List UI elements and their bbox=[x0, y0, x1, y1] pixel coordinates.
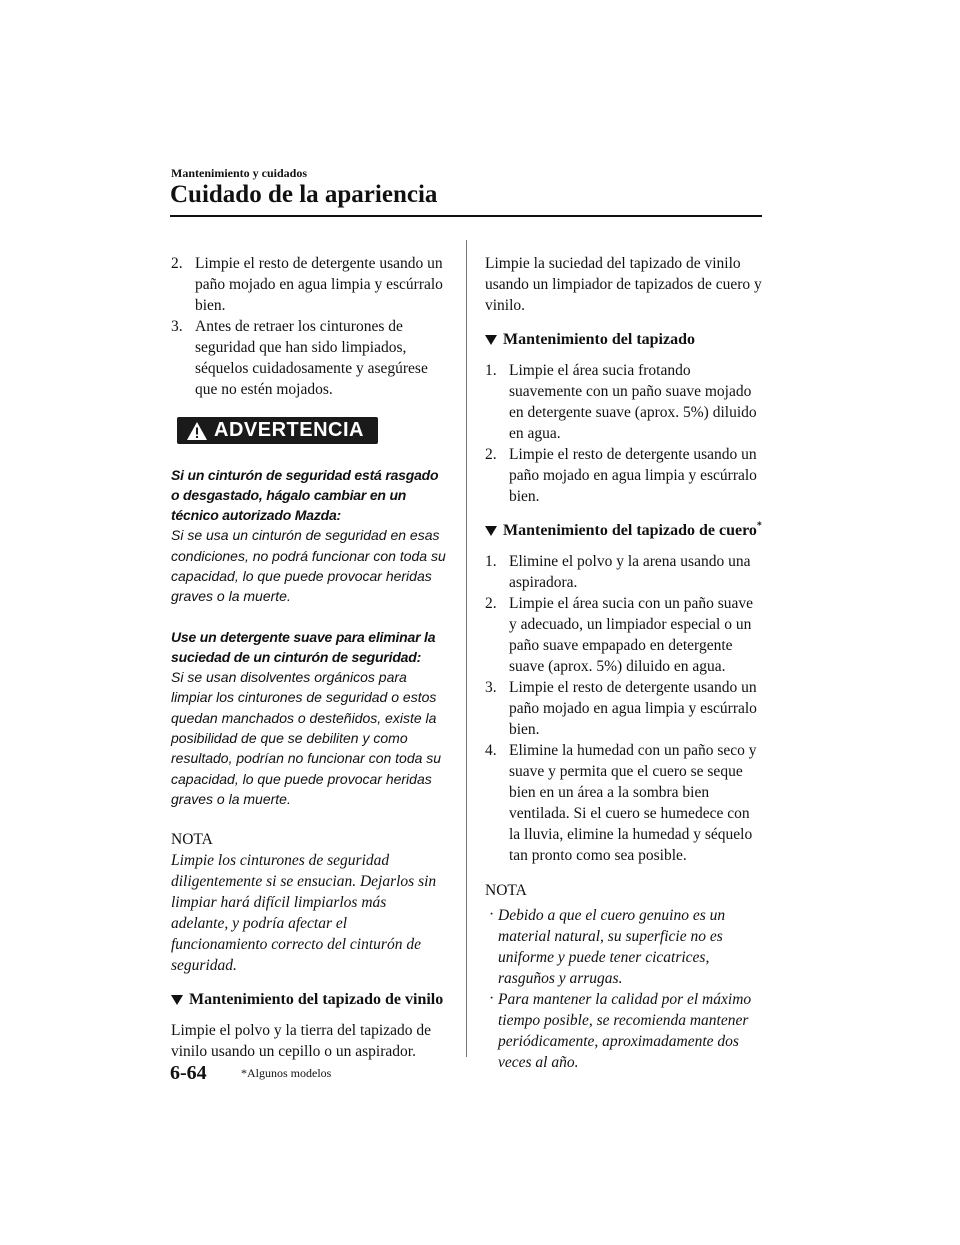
warning-heading: Use un detergente suave para eliminar la suciedad de un cinturón de seguridad: bbox=[171, 628, 436, 665]
step-number: 2. bbox=[485, 446, 497, 463]
heading-text: Mantenimiento del tapizado bbox=[503, 331, 695, 348]
heading-triangle-icon bbox=[485, 335, 497, 345]
leather-steps-list bbox=[485, 551, 763, 866]
list-item bbox=[485, 677, 763, 740]
bullet-text: Para mantener la calidad por el máximo tiempo posible, se recomienda mantener periódicamente, aproximadamente dos veces al año. bbox=[498, 991, 752, 1071]
heading-text: Mantenimiento del tapizado de cuero bbox=[503, 522, 757, 539]
warning-block bbox=[171, 627, 447, 810]
step-number: 2. bbox=[485, 595, 497, 612]
step-number: 2. bbox=[171, 255, 183, 272]
page-number: 6-64 bbox=[170, 1062, 207, 1084]
note-label: NOTA bbox=[171, 831, 213, 849]
vinyl-maintenance-heading bbox=[171, 990, 447, 1010]
warning-text: Si se usan disolventes orgánicos para limpiar los cinturones de seguridad o estos quedan manchados o desteñidos, existe la posibilidad de que se debiliten y como resultado, podrían no funcionar con toda su capacidad, lo que puede provocar heridas graves o la muerte. bbox=[171, 669, 442, 807]
vinyl-paragraph: Limpie el polvo y la tierra del tapizado de vinilo usando un cepillo o un aspirador. bbox=[171, 1022, 431, 1061]
column-divider bbox=[466, 240, 467, 1057]
warning-heading: Si un cinturón de seguridad está rasgado o desgastado, hágalo cambiar en un técnico autorizado Mazda: bbox=[171, 466, 439, 524]
list-item bbox=[485, 905, 763, 989]
list-item bbox=[171, 253, 447, 316]
step-text: Limpie el área sucia frotando suavemente con un paño suave mojado en detergente suave (aprox. 5%) diluido en agua. bbox=[509, 362, 757, 442]
step-text: Limpie el área sucia con un paño suave y adecuado, un limpiador especial o un paño suave empapado en detergente suave (aprox. 5%) diluido en agua. bbox=[509, 595, 754, 675]
left-column bbox=[171, 253, 447, 1062]
vinyl-paragraph-continued: Limpie la suciedad del tapizado de vinilo usando un limpiador de tapizados de cuero y vinilo. bbox=[485, 255, 762, 314]
page-title: Cuidado de la apariencia bbox=[170, 181, 438, 208]
footnote-marker: * bbox=[756, 520, 762, 532]
step-number: 1. bbox=[485, 362, 497, 379]
list-item bbox=[485, 740, 763, 866]
bullet-dot-icon: · bbox=[489, 906, 495, 923]
note-label: NOTA bbox=[485, 882, 527, 899]
leather-maintenance-heading bbox=[485, 521, 763, 541]
step-number: 3. bbox=[171, 318, 183, 335]
step-number: 3. bbox=[485, 679, 497, 696]
heading-text: Mantenimiento del tapizado de vinilo bbox=[189, 991, 444, 1009]
upholstery-steps-list bbox=[485, 360, 763, 507]
heading-triangle-icon bbox=[485, 526, 497, 536]
warning-block bbox=[171, 465, 447, 607]
list-item bbox=[485, 444, 763, 507]
step-number: 1. bbox=[485, 553, 497, 570]
list-item bbox=[171, 316, 447, 400]
step-text: Antes de retraer los cinturones de seguridad que han sido limpiados, séquelos cuidadosamente y asegúrese que no estén mojados. bbox=[195, 318, 428, 398]
step-text: Limpie el resto de detergente usando un paño mojado en agua limpia y escúrralo bien. bbox=[509, 446, 757, 505]
step-text: Elimine el polvo y la arena usando una aspiradora. bbox=[509, 553, 751, 591]
title-rule bbox=[170, 215, 762, 217]
list-item bbox=[485, 551, 763, 593]
upholstery-maintenance-heading bbox=[485, 330, 763, 350]
bullet-dot-icon: · bbox=[489, 990, 495, 1007]
bullet-text: Debido a que el cuero genuino es un material natural, su superficie no es uniforme y puede tener cicatrices, rasguños y arrugas. bbox=[498, 907, 726, 987]
list-item bbox=[485, 593, 763, 677]
note-text: Limpie los cinturones de seguridad diligentemente si se ensucian. Dejarlos sin limpiar hará difícil limpiarlos más adelante, y podría afectar el funcionamiento correcto del cinturón de seguridad. bbox=[171, 852, 437, 975]
note-bullet-list bbox=[485, 905, 763, 1073]
list-item bbox=[485, 989, 763, 1073]
cleaning-steps-list bbox=[171, 253, 447, 400]
warning-text: Si se usa un cinturón de seguridad en esas condiciones, no podrá funcionar con toda su capacidad, lo que puede provocar heridas graves o la muerte. bbox=[171, 527, 446, 605]
warning-badge bbox=[177, 417, 378, 444]
step-text: Limpie el resto de detergente usando un paño mojado en agua limpia y escúrralo bien. bbox=[195, 255, 443, 314]
step-text: Elimine la humedad con un paño seco y suave y permita que el cuero se seque bien en un área a la sombra bien ventilada. Si el cuero se humedece con la lluvia, elimine la humedad y séquelo tan pronto como sea posible. bbox=[509, 742, 757, 864]
right-column bbox=[485, 253, 763, 1073]
warning-triangle-icon bbox=[186, 421, 208, 441]
footnote: *Algunos modelos bbox=[241, 1066, 332, 1080]
step-text: Limpie el resto de detergente usando un paño mojado en agua limpia y escúrralo bien. bbox=[509, 679, 757, 738]
warning-label: ADVERTENCIA bbox=[214, 419, 364, 441]
section-label: Mantenimiento y cuidados bbox=[171, 166, 308, 180]
step-number: 4. bbox=[485, 742, 497, 759]
heading-triangle-icon bbox=[171, 995, 183, 1005]
list-item bbox=[485, 360, 763, 444]
